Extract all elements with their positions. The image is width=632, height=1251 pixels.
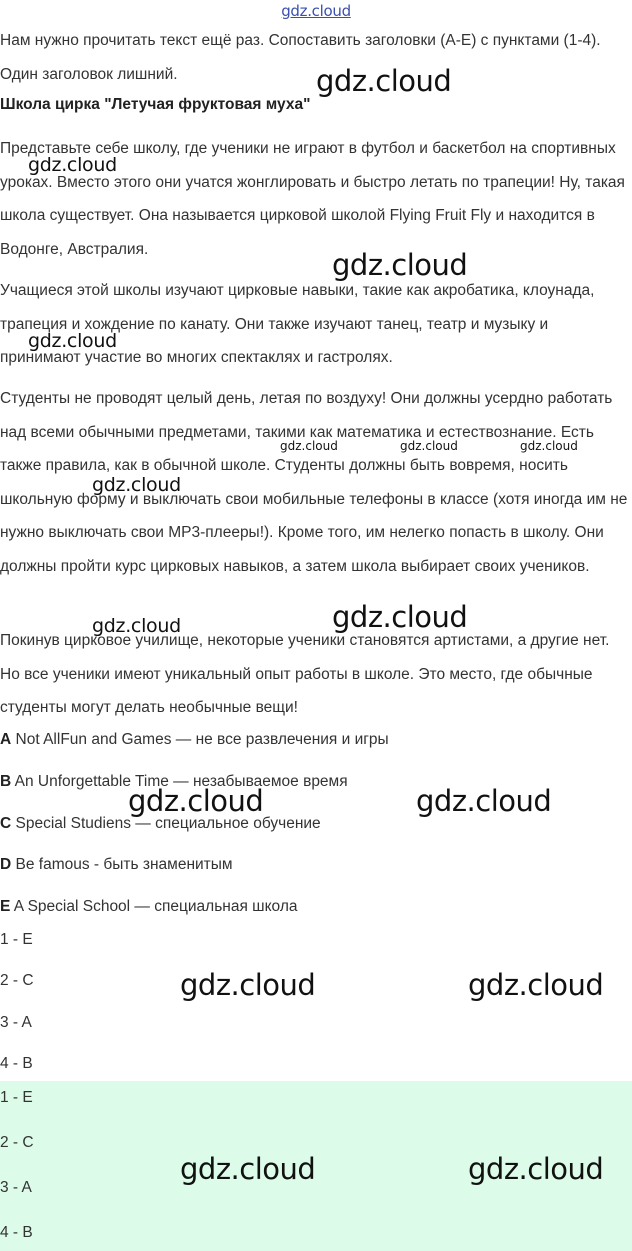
watermark: gdz.cloud: [128, 784, 264, 818]
paragraph-3: Студенты не проводят целый день, летая по воздуху! Они должны усердно работать над всеми обычными предметами, такими как математика и естествознание. Есть также правила, как в обычной школе. Студенты должны быть вовремя, носить школьную форму и выключать свои мобильные телефоны в классе (хотя иногда им не нужно выключать свои MP3-плееры!). Кроме того, им нелегко попасть в школу. Они должны пройти курс цирковых навыков, а затем школа выбирает своих учеников.: [0, 390, 628, 575]
watermark: gdz.cloud: [180, 1152, 316, 1186]
watermark: gdz.cloud: [332, 600, 468, 634]
watermark: gdz.cloud: [92, 474, 181, 496]
option-text: Be famous - быть знаменитым: [15, 856, 233, 873]
watermark: gdz.cloud: [92, 615, 181, 637]
option-letter: E: [0, 898, 11, 915]
watermark: gdz.cloud: [416, 784, 552, 818]
highlighted-answer-2: 2 - C: [0, 1134, 34, 1151]
watermark: gdz.cloud: [332, 248, 468, 282]
answer-item-3: 3 - A: [0, 1014, 32, 1031]
heading-option-e: [0, 898, 298, 916]
watermark: gdz.cloud: [316, 64, 452, 98]
text-title: Школа цирка "Летучая фруктовая муха": [0, 96, 311, 113]
option-text: A Special School — специальная школа: [13, 898, 298, 915]
heading-option-a: [0, 731, 389, 749]
highlighted-answer-4: 4 - B: [0, 1224, 33, 1241]
option-letter: C: [0, 815, 12, 832]
site-logo[interactable]: gdz.cloud: [281, 2, 351, 20]
watermark: gdz.cloud: [180, 968, 316, 1002]
answer-item-2: 2 - C: [0, 972, 34, 989]
watermark: gdz.cloud: [468, 1152, 604, 1186]
highlighted-answer-1: 1 - E: [0, 1089, 33, 1106]
highlighted-answer-3: 3 - A: [0, 1179, 32, 1196]
option-text: An Unforgettable Time — незабываемое время: [14, 773, 348, 790]
option-letter: D: [0, 856, 12, 873]
option-text: Special Studiens — специальное обучение: [15, 815, 321, 832]
paragraph-2: Учащиеся этой школы изучают цирковые навыки, такие как акробатика, клоунада, трапеция и хождение по канату. Они также изучают танец, театр и музыку и принимают участие во многих спектаклях и гастролях.: [0, 282, 595, 366]
watermark: gdz.cloud: [468, 968, 604, 1002]
watermark: gdz.cloud: [280, 439, 338, 453]
watermark: gdz.cloud: [400, 439, 458, 453]
answer-item-4: 4 - B: [0, 1055, 33, 1072]
answer-item-1: 1 - E: [0, 931, 33, 948]
paragraph-1: Представьте себе школу, где ученики не играют в футбол и баскетбол на спортивных уроках. Вместо этого они учатся жонглировать и быстро летать по трапеции! Ну, такая школа существует. Она называется цирковой школой Flying Fruit Fly и находится в Водонге, Австралия.: [0, 140, 625, 258]
watermark: gdz.cloud: [28, 330, 117, 352]
watermark: gdz.cloud: [28, 154, 117, 176]
option-letter: B: [0, 773, 12, 790]
option-text: Not AllFun and Games — не все развлечения и игры: [15, 731, 389, 748]
paragraph-4: Покинув цирковое училище, некоторые ученики становятся артистами, а другие нет. Но все ученики имеют уникальный опыт работы в школе. Это место, где обычные студенты могут делать необычные вещи!: [0, 632, 610, 716]
task-instruction: Нам нужно прочитать текст ещё раз. Сопоставить заголовки (A-E) с пунктами (1-4). Один заголовок лишний.: [0, 32, 601, 83]
heading-option-d: [0, 856, 233, 874]
watermark: gdz.cloud: [520, 439, 578, 453]
option-letter: A: [0, 731, 12, 748]
